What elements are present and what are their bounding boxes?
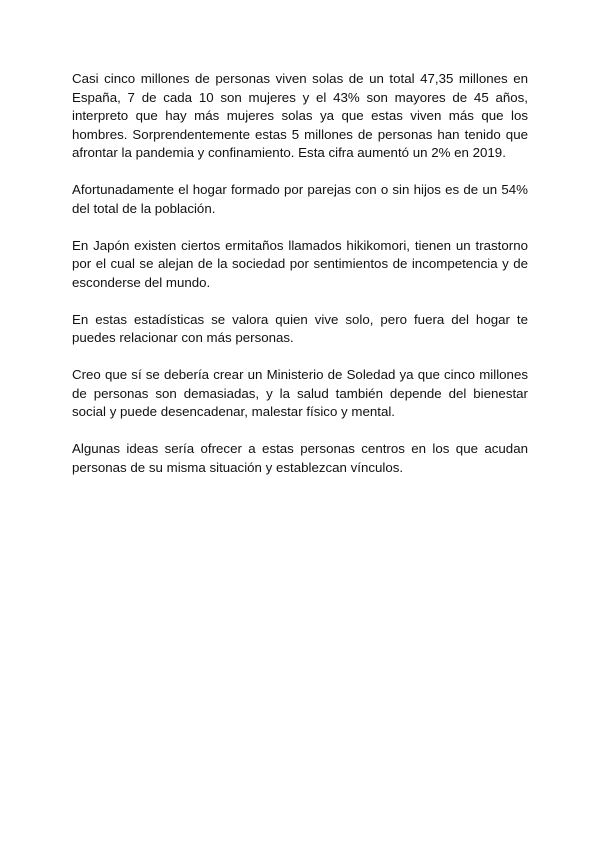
- paragraph-1: Casi cinco millones de personas viven solas de un total 47,35 millones en España, 7 de cada 10 son mujeres y el 43% son mayores de 45 años, interpreto que hay más mujeres solas ya que estas viven más que los hombres. Sorprendentemente estas 5 millones de personas han tenido que afrontar la pandemia y confinamiento. Esta cifra aumentó un 2% en 2019.: [72, 71, 528, 160]
- paragraph-2: Afortunadamente el hogar formado por parejas con o sin hijos es de un 54% del total de la población.: [72, 182, 528, 216]
- document-body: [72, 70, 528, 496]
- paragraph-5: Creo que sí se debería crear un Ministerio de Soledad ya que cinco millones de personas son demasiadas, y la salud también depende del bienestar social y puede desencadenar, malestar físico y mental.: [72, 367, 528, 419]
- paragraph-4: En estas estadísticas se valora quien vive solo, pero fuera del hogar te puedes relacionar con más personas.: [72, 311, 528, 345]
- paragraph-3: En Japón existen ciertos ermitaños llamados hikikomori, tienen un trastorno por el cual se alejan de la sociedad por sentimientos de incompetencia y de esconderse del mundo.: [72, 237, 528, 290]
- paragraph-6: Algunas ideas sería ofrecer a estas personas centros en los que acudan personas de su misma situación y establezcan vínculos.: [72, 441, 528, 475]
